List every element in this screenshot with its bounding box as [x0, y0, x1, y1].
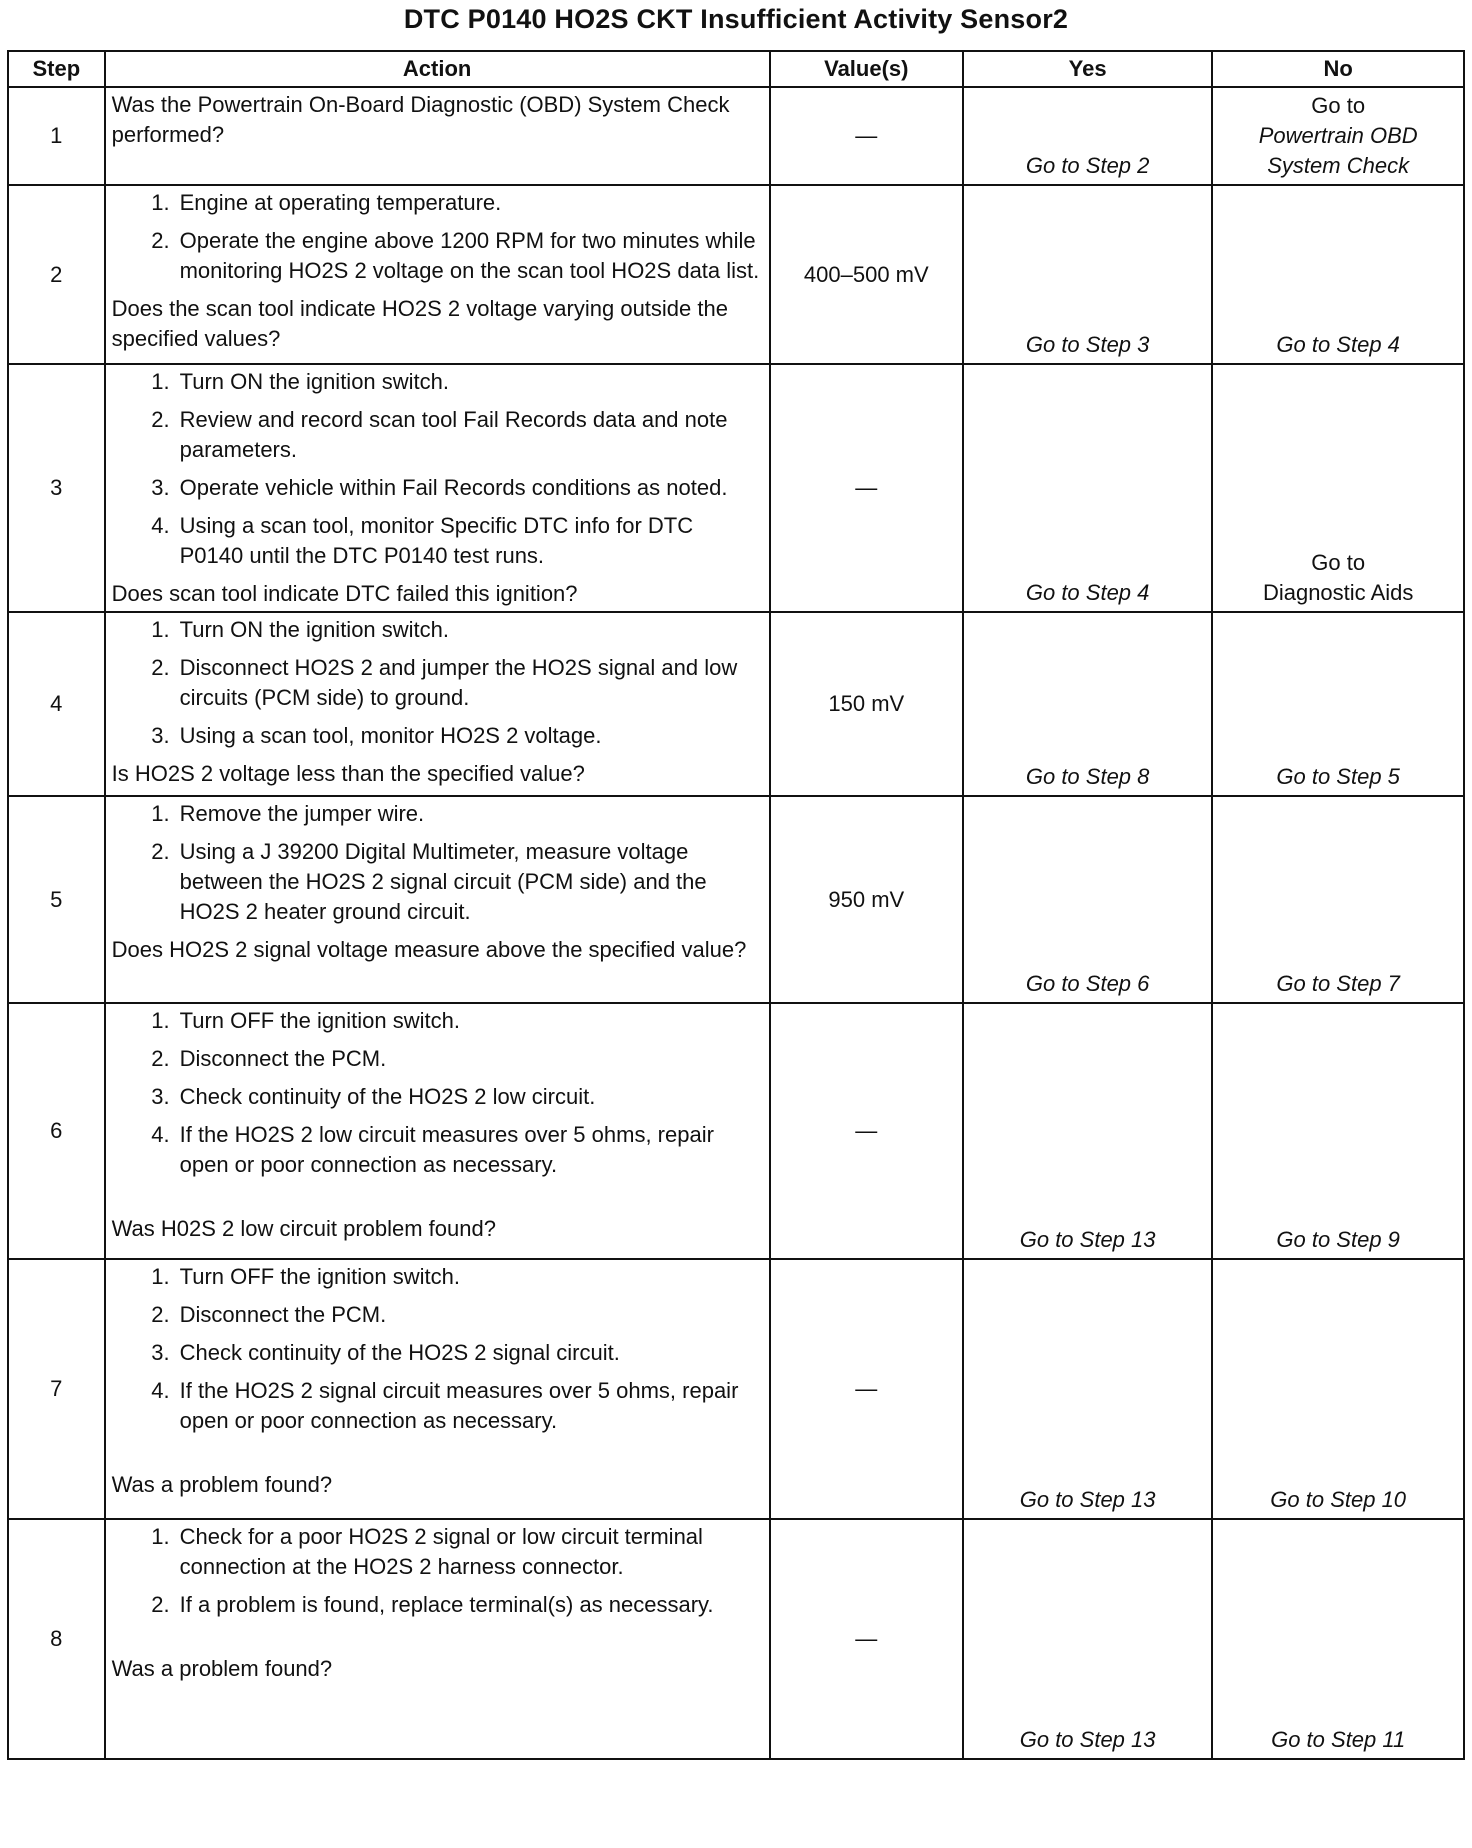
header-values: Value(s) — [770, 51, 963, 87]
item-number: 2. — [151, 1592, 170, 1617]
step-number: 3 — [8, 364, 105, 612]
page-title: DTC P0140 HO2S CKT Insufficient Activity Sensor2 — [403, 4, 1069, 34]
action-list — [112, 799, 761, 927]
action-list — [112, 367, 761, 571]
no-cell — [1212, 1003, 1464, 1259]
action-cell — [105, 87, 770, 185]
step-number: 1 — [8, 87, 105, 185]
yes-link[interactable]: Go to Step 3 — [1025, 332, 1150, 357]
action-cell — [105, 1003, 770, 1259]
item-number: 2. — [151, 839, 170, 864]
action-cell — [105, 364, 770, 612]
value-cell: 150 mV — [770, 612, 963, 796]
value-cell: — — [770, 1003, 963, 1259]
header-no: No — [1212, 51, 1464, 87]
action-intro: Was the Powertrain On-Board Diagnostic (OBD) System Check performed? — [111, 92, 730, 147]
list-item — [112, 405, 761, 465]
item-number: 3. — [151, 475, 170, 500]
list-item — [112, 799, 761, 829]
item-number: 1. — [151, 190, 170, 215]
no-prefix: Go to — [1311, 93, 1366, 118]
no-cell — [1212, 796, 1464, 1003]
no-link[interactable]: Go to Step 11 — [1271, 1727, 1406, 1752]
item-text: Operate vehicle within Fail Records conditions as noted. — [179, 475, 728, 500]
item-number: 3. — [151, 723, 170, 748]
yes-cell — [963, 1003, 1212, 1259]
item-number: 2. — [151, 1302, 170, 1327]
item-number: 1. — [151, 1008, 170, 1033]
step-number: 6 — [8, 1003, 105, 1259]
diagnostic-table — [7, 50, 1465, 1760]
no-cell — [1212, 364, 1464, 612]
yes-cell — [963, 364, 1212, 612]
table-row — [8, 1003, 1464, 1259]
item-number: 2. — [151, 407, 170, 432]
item-text: Check continuity of the HO2S 2 low circuit. — [179, 1084, 596, 1109]
list-item — [112, 226, 761, 286]
no-link[interactable]: Go to Diagnostic Aids — [1262, 550, 1414, 605]
item-number: 3. — [151, 1084, 170, 1109]
item-number: 4. — [151, 1378, 170, 1403]
item-text: If a problem is found, replace terminal(s) as necessary. — [179, 1592, 714, 1617]
value-cell: 400–500 mV — [770, 185, 963, 364]
step-number: 2 — [8, 185, 105, 364]
action-list — [112, 188, 761, 286]
action-list — [112, 1006, 761, 1180]
action-question: Does HO2S 2 signal voltage measure above the specified value? — [111, 937, 747, 962]
no-cell — [1212, 612, 1464, 796]
list-item — [112, 721, 761, 751]
item-text: Disconnect HO2S 2 and jumper the HO2S signal and low circuits (PCM side) to ground. — [179, 655, 738, 710]
yes-link[interactable]: Go to Step 8 — [1025, 764, 1150, 789]
yes-link[interactable]: Go to Step 2 — [1025, 153, 1150, 178]
header-step: Step — [8, 51, 105, 87]
item-number: 1. — [151, 369, 170, 394]
no-link[interactable]: Go to Step 5 — [1276, 764, 1400, 789]
list-item — [112, 1044, 761, 1074]
list-item — [112, 511, 761, 571]
spacer — [112, 1444, 761, 1470]
item-number: 3. — [151, 1340, 170, 1365]
action-question: Was a problem found? — [111, 1656, 333, 1681]
step-number: 4 — [8, 612, 105, 796]
action-question: Was H02S 2 low circuit problem found? — [111, 1216, 496, 1241]
action-list — [112, 615, 761, 751]
list-item — [112, 615, 761, 645]
action-cell — [105, 796, 770, 1003]
item-text: If the HO2S 2 signal circuit measures over 5 ohms, repair open or poor connection as necessary. — [179, 1378, 739, 1433]
item-text: Turn OFF the ignition switch. — [179, 1008, 461, 1033]
action-question: Does scan tool indicate DTC failed this ignition? — [111, 581, 578, 606]
table-row — [8, 796, 1464, 1003]
list-item — [112, 837, 761, 927]
list-item — [112, 367, 761, 397]
table-row — [8, 1519, 1464, 1759]
no-link[interactable]: Powertrain OBD System Check — [1258, 123, 1418, 178]
item-text: If the HO2S 2 low circuit measures over 5 ohms, repair open or poor connection as necessary. — [179, 1122, 714, 1177]
item-number: 2. — [151, 655, 170, 680]
step-number: 5 — [8, 796, 105, 1003]
no-link[interactable]: Go to Step 10 — [1270, 1487, 1407, 1512]
item-text: Using a scan tool, monitor Specific DTC info for DTC P0140 until the DTC P0140 test runs. — [179, 513, 694, 568]
item-text: Turn ON the ignition switch. — [179, 369, 450, 394]
yes-link[interactable]: Go to Step 13 — [1019, 1227, 1156, 1252]
action-cell — [105, 612, 770, 796]
yes-cell — [963, 1519, 1212, 1759]
value-cell: — — [770, 364, 963, 612]
spacer — [112, 1628, 761, 1654]
no-cell — [1212, 87, 1464, 185]
item-text: Engine at operating temperature. — [179, 190, 502, 215]
list-item — [112, 188, 761, 218]
value-cell: — — [770, 1519, 963, 1759]
action-cell — [105, 1519, 770, 1759]
action-question: Does the scan tool indicate HO2S 2 voltage varying outside the specified values? — [111, 296, 728, 351]
table-row — [8, 1259, 1464, 1519]
item-number: 1. — [151, 801, 170, 826]
item-text: Check continuity of the HO2S 2 signal circuit. — [179, 1340, 620, 1365]
item-text: Check for a poor HO2S 2 signal or low circuit terminal connection at the HO2S 2 harness connector. — [179, 1524, 703, 1579]
item-number: 4. — [151, 1122, 170, 1147]
list-item — [112, 1376, 761, 1436]
yes-cell — [963, 87, 1212, 185]
yes-cell — [963, 612, 1212, 796]
yes-link[interactable]: Go to Step 13 — [1019, 1487, 1156, 1512]
header-action: Action — [105, 51, 770, 87]
spacer — [112, 1188, 761, 1214]
list-item — [112, 1300, 761, 1330]
no-cell — [1212, 185, 1464, 364]
item-text: Disconnect the PCM. — [179, 1046, 387, 1071]
yes-link[interactable]: Go to Step 6 — [1025, 971, 1150, 996]
item-text: Using a J 39200 Digital Multimeter, measure voltage between the HO2S 2 signal circuit (PCM side) and the HO2S 2 heater ground circuit. — [179, 839, 707, 924]
list-item — [112, 653, 761, 713]
list-item — [112, 1590, 761, 1620]
step-number: 8 — [8, 1519, 105, 1759]
item-number: 2. — [151, 1046, 170, 1071]
action-cell — [105, 185, 770, 364]
no-link[interactable]: Go to Step 7 — [1276, 971, 1400, 996]
list-item — [112, 1120, 761, 1180]
item-text: Using a scan tool, monitor HO2S 2 voltage. — [179, 723, 602, 748]
table-row — [8, 87, 1464, 185]
item-text: Review and record scan tool Fail Records data and note parameters. — [179, 407, 728, 462]
yes-cell — [963, 1259, 1212, 1519]
item-text: Turn ON the ignition switch. — [179, 617, 450, 642]
item-text: Remove the jumper wire. — [179, 801, 425, 826]
item-number: 1. — [151, 617, 170, 642]
yes-cell — [963, 185, 1212, 364]
list-item — [112, 1338, 761, 1368]
item-number: 1. — [151, 1524, 170, 1549]
yes-link[interactable]: Go to Step 4 — [1025, 580, 1150, 605]
action-list — [112, 1522, 761, 1620]
header-yes: Yes — [963, 51, 1212, 87]
item-number: 2. — [151, 228, 170, 253]
no-link[interactable]: Go to Step 4 — [1276, 332, 1400, 357]
list-item — [112, 1006, 761, 1036]
table-row — [8, 364, 1464, 612]
action-list — [112, 1262, 761, 1436]
value-cell: 950 mV — [770, 796, 963, 1003]
yes-link[interactable]: Go to Step 13 — [1019, 1727, 1156, 1752]
no-link[interactable]: Go to Step 9 — [1276, 1227, 1400, 1252]
list-item — [112, 1082, 761, 1112]
value-cell: — — [770, 1259, 963, 1519]
action-question: Is HO2S 2 voltage less than the specified value? — [111, 761, 585, 786]
list-item — [112, 1522, 761, 1582]
item-number: 4. — [151, 513, 170, 538]
yes-cell — [963, 796, 1212, 1003]
table-row — [8, 185, 1464, 364]
action-question: Was a problem found? — [111, 1472, 333, 1497]
no-cell — [1212, 1259, 1464, 1519]
item-number: 1. — [151, 1264, 170, 1289]
item-text: Turn OFF the ignition switch. — [179, 1264, 461, 1289]
table-header-row — [8, 51, 1464, 87]
item-text: Disconnect the PCM. — [179, 1302, 387, 1327]
value-cell: — — [770, 87, 963, 185]
table-row — [8, 612, 1464, 796]
no-cell — [1212, 1519, 1464, 1759]
list-item — [112, 473, 761, 503]
step-number: 7 — [8, 1259, 105, 1519]
list-item — [112, 1262, 761, 1292]
item-text: Operate the engine above 1200 RPM for two minutes while monitoring HO2S 2 voltage on the scan tool HO2S data list. — [179, 228, 760, 283]
action-cell — [105, 1259, 770, 1519]
